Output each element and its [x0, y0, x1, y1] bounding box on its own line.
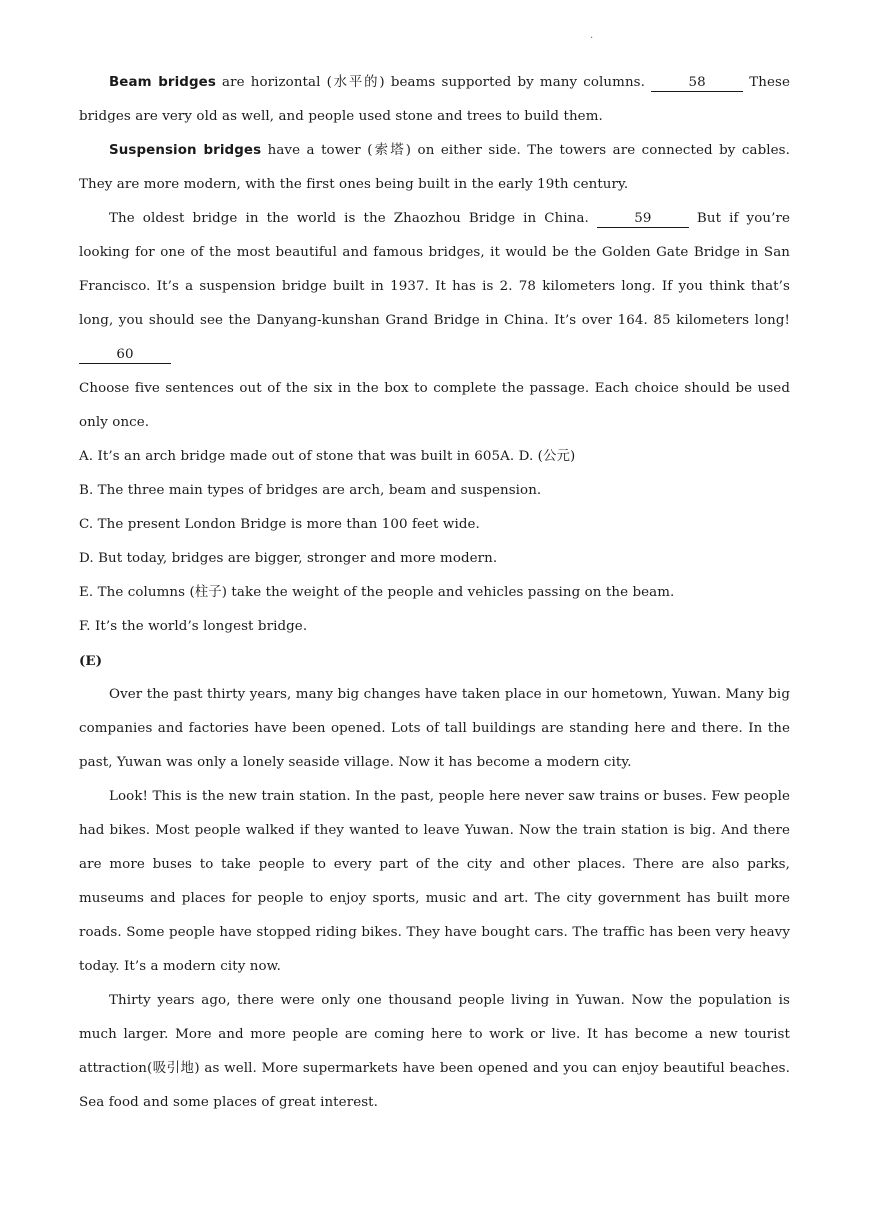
- blank-59: 59: [597, 211, 689, 228]
- paragraph-text: But if you’re looking for one of the most beautiful and famous bridges, it would be the Golden Gate Bridge in San Francisco. It’s a suspension bridge built in 1937. It has is 2. 78 kilometers long. If you think that’s long, you should see the Danyang-kunshan Grand Bridge in China. It’s over 164. 85 kilometers long!: [79, 211, 790, 328]
- paragraph-text: The oldest bridge in the world is the Zhaozhou Bridge in China.: [109, 211, 597, 226]
- option-d: D. But today, bridges are bigger, stronger and more modern.: [79, 551, 498, 566]
- blank-58: 58: [651, 75, 743, 92]
- option-c: C. The present London Bridge is more than 100 feet wide.: [79, 517, 480, 532]
- blank-60: 60: [79, 347, 171, 364]
- document-body: [79, 66, 790, 1120]
- paragraph-e-3: Thirty years ago, there were only one thousand people living in Yuwan. Now the population is much larger. More and more people are coming here to work or live. It has become a new tourist attraction(吸引地) as well. More supermarkets have been opened and you can enjoy beautiful beaches. Sea food and some places of great interest.: [79, 993, 790, 1110]
- option-f: F. It’s the world’s longest bridge.: [79, 619, 308, 634]
- option-a: A. It’s an arch bridge made out of stone that was built in 605A. D. (公元): [79, 449, 576, 464]
- term-suspension-bridges: Suspension bridges: [109, 143, 262, 158]
- term-beam-bridges: Beam bridges: [109, 75, 216, 90]
- option-e: E. The columns (柱子) take the weight of the people and vehicles passing on the beam.: [79, 585, 675, 600]
- paragraph-e-1: Over the past thirty years, many big changes have taken place in our hometown, Yuwan. Many big companies and factories have been opened. Lots of tall buildings are standing here and there. In the past, Yuwan was only a lonely seaside village. Now it has become a modern city.: [79, 687, 790, 770]
- paragraph-text: have a tower (索塔) on either side. The towers are connected by cables. They are more modern, with the first ones being built in the early 19th century.: [79, 143, 790, 192]
- paragraph-text: are horizontal (水平的) beams supported by many columns.: [215, 75, 652, 90]
- paragraph-suspension-bridges: [79, 134, 790, 202]
- top-mark: .: [590, 30, 594, 41]
- option-b: B. The three main types of bridges are arch, beam and suspension.: [79, 483, 542, 498]
- paragraph-e-2: Look! This is the new train station. In the past, people here never saw trains or buses. Few people had bikes. Most people walked if they wanted to leave Yuwan. Now the train station is big. And there are more buses to take people to every part of the city and other places. There are also parks, museums and places for people to enjoy sports, music and art. The city government has built more roads. Some people have stopped riding bikes. They have bought cars. The traffic has been very heavy today. It’s a modern city now.: [79, 789, 790, 974]
- instruction: Choose five sentences out of the six in the box to complete the passage. Each choice should be used only once.: [79, 381, 790, 430]
- section-title-e: (E): [79, 653, 103, 669]
- paragraph-beam-bridges: [79, 66, 790, 134]
- paragraph-text: These bridges are very old as well, and people used stone and trees to build them.: [79, 75, 790, 124]
- paragraph-oldest-bridge: [79, 202, 790, 372]
